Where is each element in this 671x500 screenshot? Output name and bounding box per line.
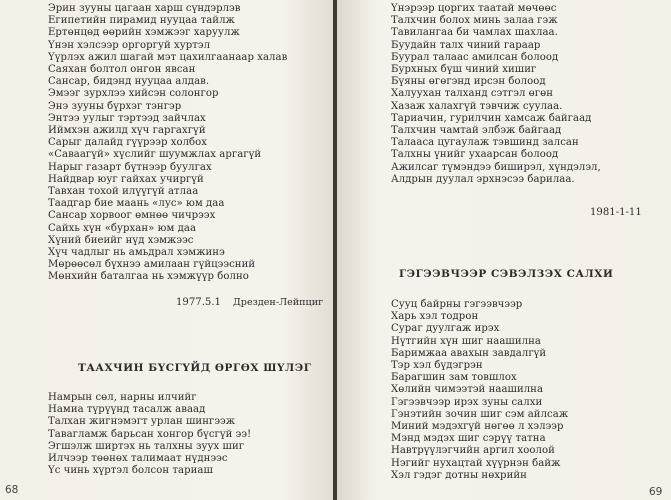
poem-line: Гэнэтийн зочин шиг сэм айлсаж: [391, 408, 569, 420]
poem-line: Талхны үнийг ухаарсан болоод: [391, 149, 559, 161]
poem-line: Алдрын дуулал эрхнэсээ барилаа.: [391, 173, 575, 185]
poem-line: Барагшин зам товшлох: [391, 372, 517, 384]
poem-line: Таадгар бие маань «лус» юм даа: [48, 198, 225, 210]
poem-line: Хүч чадлыг нь амьдрал хэмжинэ: [48, 247, 225, 259]
poem-line: Гэгээвчээр ирэх зуны салхи: [391, 396, 543, 408]
page-number: 68: [5, 484, 19, 496]
poem-date: 1977.5.1: [176, 297, 221, 308]
poem-line: Энтээ уулыг тэртээд зайчлах: [48, 112, 206, 124]
poem-line: Мөрөөсөл бүхнээ амилаан гүйцээсний: [48, 259, 256, 271]
poem-line: Найдвар юуг гайхах учиргүй: [48, 173, 204, 185]
poem-line: Эрин зууны цагаан харш сүндэрлэв: [48, 3, 241, 14]
poem-line: Нэгийг нухацтай хүүрнэн байж: [391, 457, 561, 469]
poem-place: Дрезден-Лейпциг: [233, 297, 324, 308]
poem-line: Нүтгийн хүн шиг наашилна: [391, 335, 541, 347]
poem-line: Сансар, бидэнд нууцаа алдав.: [48, 76, 210, 88]
poem-line: Талааса цугаулаж тэвшинд залсан: [391, 137, 579, 149]
poem-date: 1981-1-11: [590, 207, 642, 218]
poem-line: Ажилсаг түмэндээ биширэл, хүндэлэл,: [391, 161, 601, 173]
poem-line: Үнэн хэлсээр оргоргуй хуртэл: [48, 39, 211, 51]
poem-line: Сураг дуулгаж ирэх: [391, 323, 500, 335]
poem-line: Бурхных бүш чиний хишиг: [391, 64, 537, 76]
poem-line: Буудайн талх чиний гараар: [391, 39, 541, 51]
poem-line: Тавагламж барьсан хонгор бүсгүй ээ!: [48, 428, 252, 440]
poem-line: Сарыг далайд гүүрээр холбох: [48, 137, 208, 149]
poem-line: Талхан жигнэмэгт урлан шингээж: [48, 416, 236, 428]
poem-line: Сайхь хүн «бурхан» юм даа: [48, 222, 197, 234]
poem-line: «Саваагүй» хүслийг шуумжлах аргагүй: [48, 149, 262, 161]
poem-line: Сансар хорвоог өмнөө чичрээх: [48, 210, 216, 222]
poem-line: Иймхэн ажилд хүч гаргахгүй: [48, 125, 206, 137]
poem-line: Тавилангаа би чамлах шахлаа.: [391, 27, 558, 39]
poem-text-block: [48, 3, 287, 284]
poem-line: Харь хэл тодрон: [391, 311, 479, 323]
poem-line: Сууц байрны гэгээвчээр: [391, 299, 523, 310]
poem-line: Хэл гэдэг дотны нөхрийн: [391, 469, 527, 481]
poem-line: Намиа түрүүнд тасалж аваад: [48, 404, 206, 416]
page-number: 69: [649, 486, 663, 498]
left-page: [0, 0, 333, 500]
poem-line: Үүрлэх ажил шагай мэт цахилгаанаар халав: [48, 51, 288, 63]
poem-line: Намрын сөл, нарны илчийг: [48, 392, 197, 403]
poem-line: Үс чинь хүртэл болсон тариаш: [48, 465, 213, 477]
poem-line: Египетийн пирамид нууцаа тайлж: [48, 15, 235, 27]
poem-line: Тавхан тохой илүүгүй атлаа: [48, 186, 199, 198]
poem-line: Мэнд мэдэх шиг сэрүү татна: [391, 433, 546, 445]
poem-line: Талхчин болох минь залаа гэж: [391, 15, 558, 27]
poem-text-block: [391, 3, 601, 186]
poem-line: Нарыг газарт бүтнээр буулгах: [48, 161, 212, 173]
poem-line: Эгшэлж ширтэх нь талхны зуух шиг: [48, 440, 245, 452]
poem-line: Энэ зууны бүрхэг тэнгэр: [48, 100, 182, 112]
poem-line: Тэр хэл бүдэгрэн: [391, 360, 483, 372]
poem-line: Баримжаа авахын завдалгүй: [391, 347, 547, 359]
poem-line: Талхчин чамтай элбэж байгаад: [391, 125, 562, 137]
poem-text-block: [391, 299, 568, 482]
poem-line: Эмээг зурхлээ хийсэн солонгор: [48, 88, 219, 100]
poem-line: Миний мэдэхгүй нөгөө л хэлээр: [391, 421, 564, 433]
poem-line: Ертөнцөд өөрийн хэмжээг харуулж: [48, 27, 240, 39]
poem-line: Үнэрээр цоргих таатай мөчөөс: [391, 3, 557, 14]
poem-title: ТААХЧИН БҮСГҮЙД ӨРГӨХ ШҮЛЭГ: [78, 362, 312, 374]
poem-line: Илчээр төөнөх талимаат нүднээс: [48, 453, 228, 465]
poem-line: Навтрүүлэгчийн аргил хоолой: [391, 445, 555, 457]
poem-line: Мөнхийн баталгаа нь хэмжүүр болно: [48, 271, 249, 283]
poem-line: Хазаж халахгүй тэвчиж суулаа.: [391, 100, 563, 112]
poem-line: Саяхан болтол онгон явсан: [48, 64, 196, 76]
poem-text-block: [48, 392, 251, 477]
poem-line: Халуухан талханд сэтгэл өгөн: [391, 88, 554, 100]
poem-line: Буурал талаас амилсан болоод: [391, 51, 559, 63]
poem-line: Тариачин, гурилчин хамсаж байгаад: [391, 112, 592, 124]
poem-line: Хүний биеийг нүд хэмжээс: [48, 234, 194, 246]
poem-line: Хөлийн чимээтэй наашилна: [391, 384, 544, 396]
poem-line: Бүяны өгөгэнд ирсэн болоод: [391, 76, 546, 88]
poem-title: ГЭГЭЭВЧЭЭР СЭВЭЛЗЭХ САЛХИ: [399, 268, 614, 280]
right-page: [337, 0, 671, 500]
